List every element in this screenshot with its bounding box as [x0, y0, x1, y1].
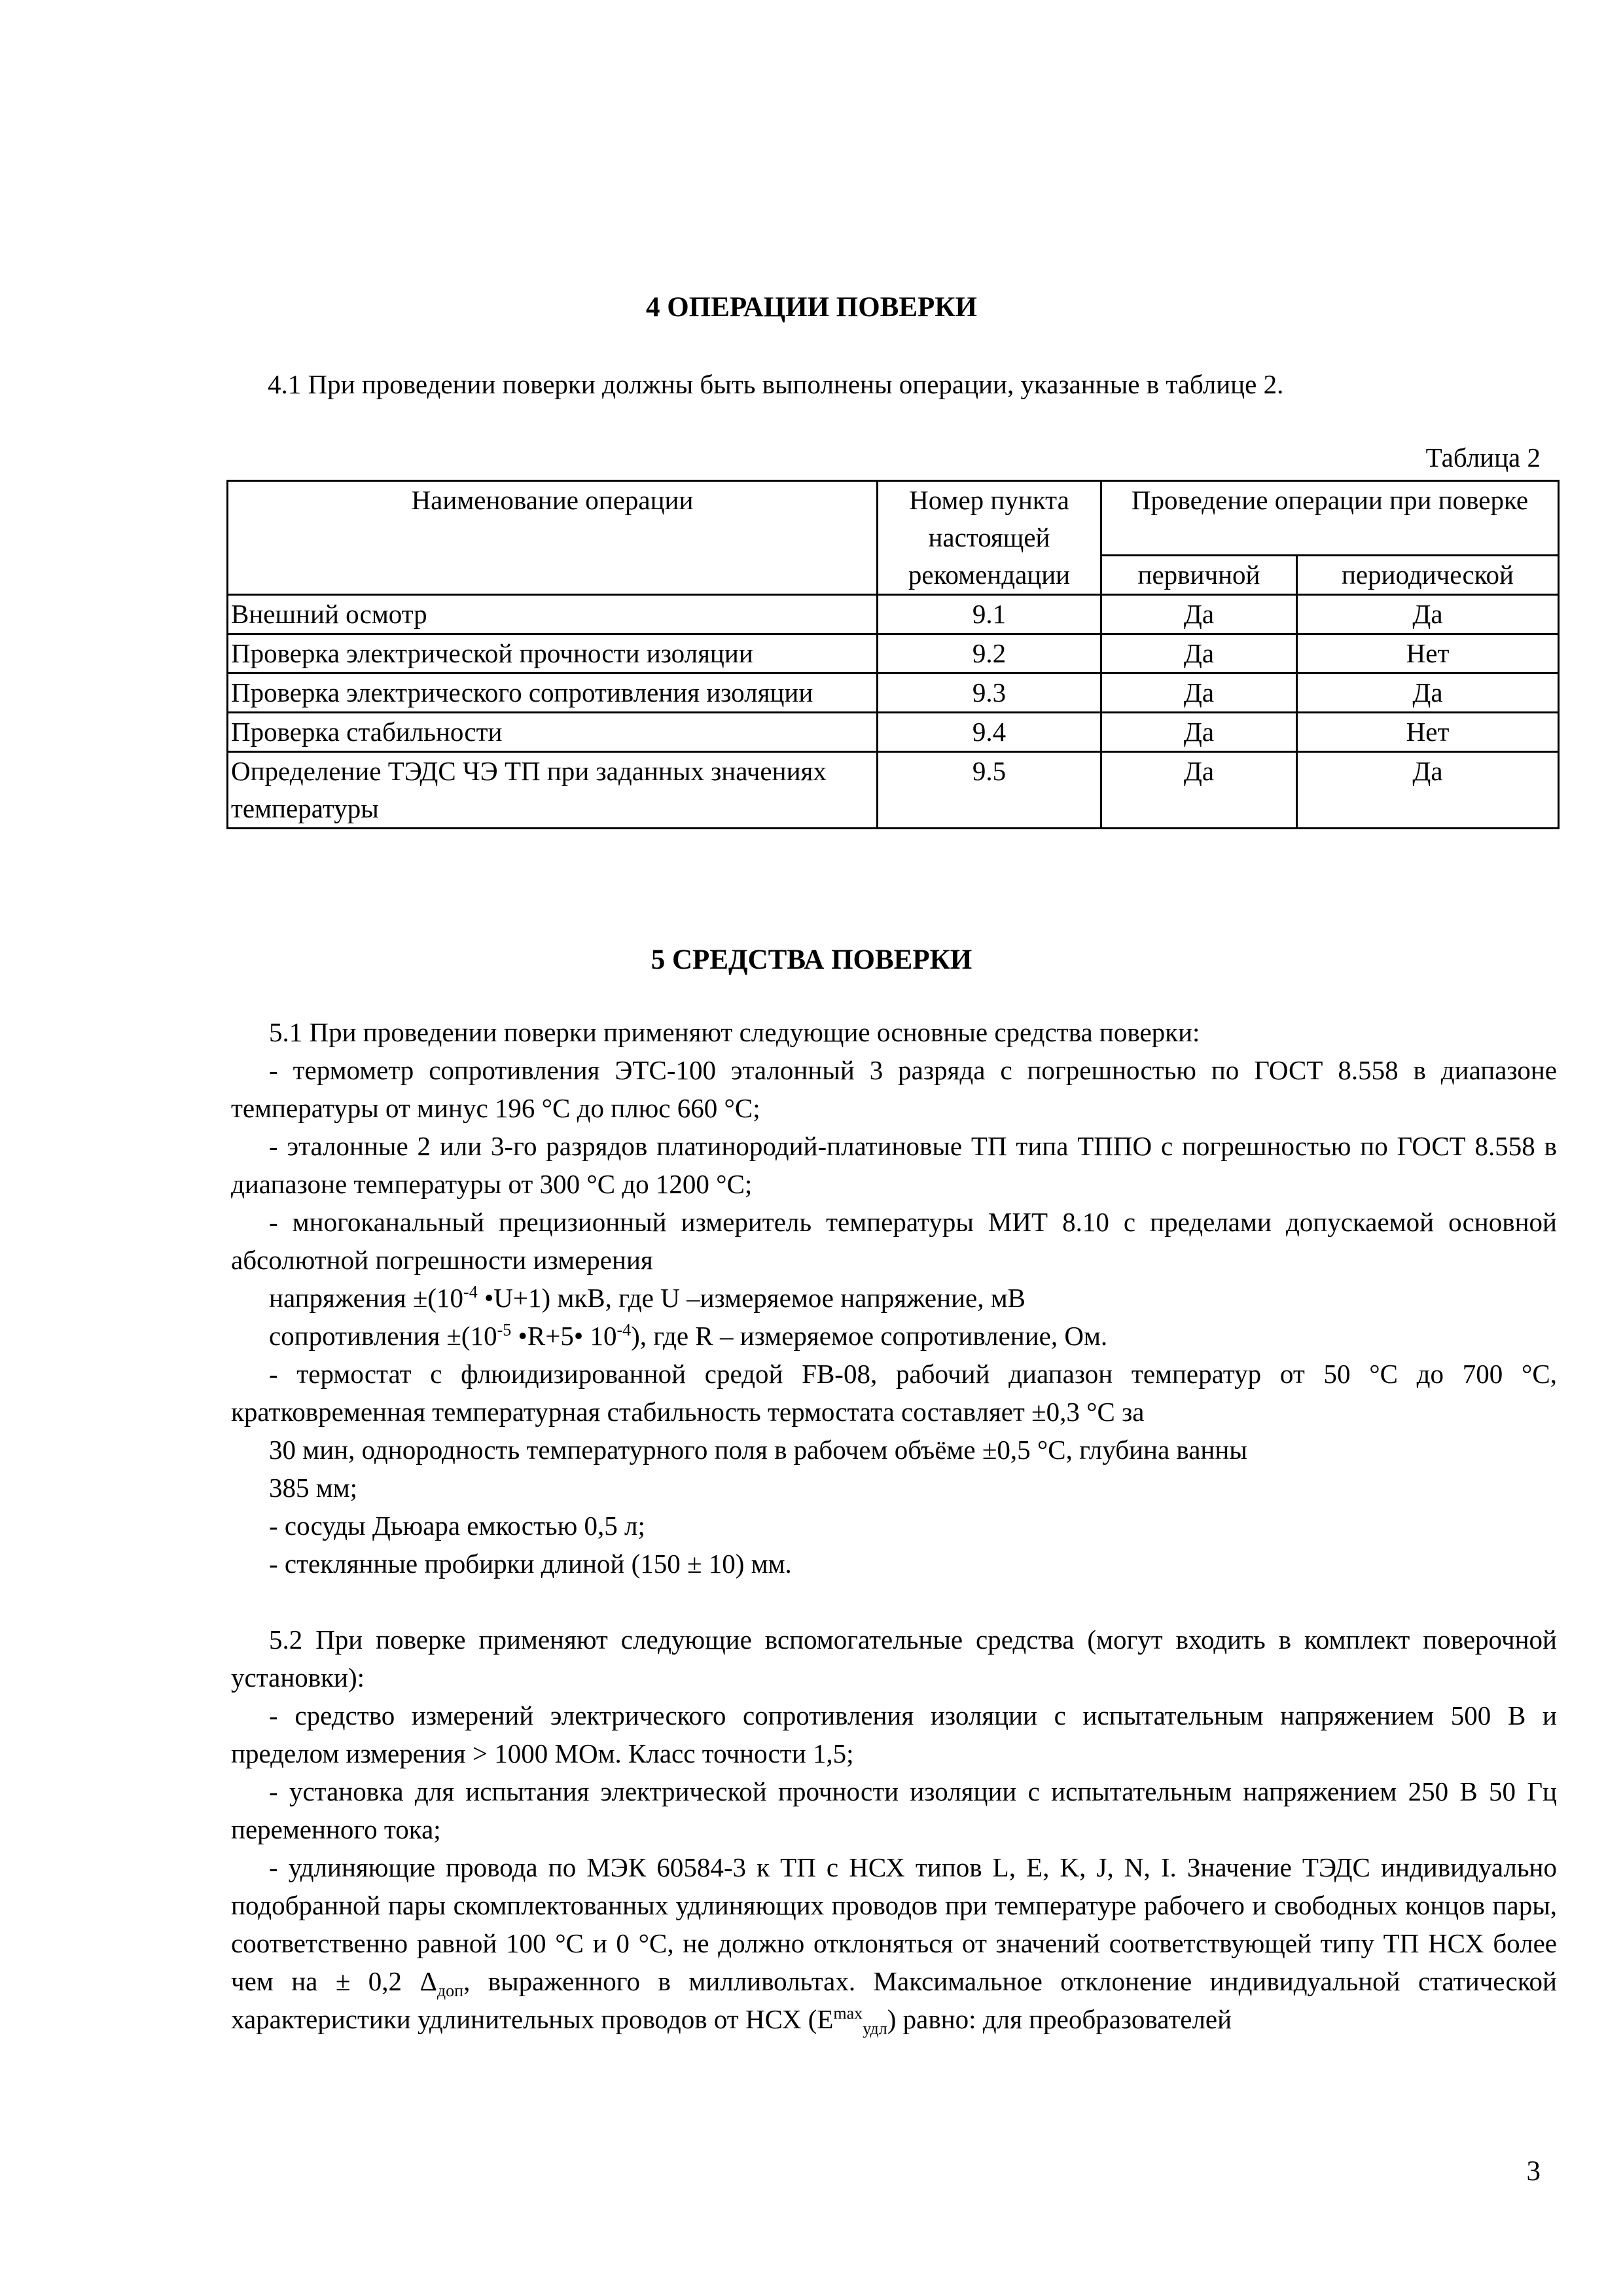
- resistance-text-mid: •R+5• 10: [511, 1321, 617, 1351]
- extension-wires-text-mid: , выраженного в милливольтах. Максимальное отклонение индивидуальной статической характеристики удлинительных проводов от НСХ (E: [231, 1966, 1557, 2034]
- resistance-text: сопротивления ±(10: [269, 1321, 497, 1351]
- table-header-row: [228, 481, 1559, 556]
- table-caption: Таблица 2: [1425, 442, 1541, 473]
- section-5-body: [231, 1013, 1557, 2038]
- page-number: 3: [1526, 2156, 1541, 2187]
- operation-name: Проверка стабильности: [228, 713, 878, 752]
- item-number: 9.1: [878, 595, 1101, 634]
- periodic-value: Да: [1297, 595, 1559, 634]
- table-row: [228, 752, 1559, 829]
- list-item: - многоканальный прецизионный измеритель температуры МИТ 8.10 с пределами допускаемой основной абсолютной погрешности измерения: [231, 1207, 1557, 1275]
- periodic-value: Нет: [1297, 713, 1559, 752]
- primary-value: Да: [1101, 673, 1297, 713]
- item-number: 9.5: [878, 752, 1101, 829]
- header-item-number: Номер пункта настоящей рекомендации: [878, 481, 1101, 595]
- extension-wires-text-end: ) равно: для преобразователей: [887, 2004, 1232, 2034]
- header-conduct: Проведение операции при поверке: [1101, 481, 1559, 556]
- primary-value: Да: [1101, 634, 1297, 673]
- operation-name: Внешний осмотр: [228, 595, 878, 634]
- table-row: [228, 595, 1559, 634]
- section-5-heading: 5 СРЕДСТВА ПОВЕРКИ: [651, 944, 972, 975]
- periodic-value: Да: [1297, 673, 1559, 713]
- paragraph-5-1: 5.1 При проведении поверки применяют следующие основные средства поверки:: [269, 1017, 1200, 1047]
- emax-superscript: max: [833, 2003, 863, 2023]
- resistance-exponent-2: -4: [616, 1320, 632, 1340]
- primary-value: Да: [1101, 752, 1297, 829]
- header-primary: первичной: [1101, 556, 1297, 595]
- list-item: - термостат с флюидизированной средой FB-08, рабочий диапазон температур от 50 °С до 700 °С, кратковременная температурная стабильность термостата составляет ±0,3 °С за: [231, 1359, 1557, 1427]
- list-item: - установка для испытания электрической прочности изоляции с испытательным напряжением 250 В 50 Гц переменного тока;: [231, 1776, 1557, 1844]
- list-item: - сосуды Дьюара емкостью 0,5 л;: [269, 1511, 645, 1541]
- section-4-intro: 4.1 При проведении поверки должны быть выполнены операции, указанные в таблице 2.: [268, 369, 1284, 399]
- periodic-value: Да: [1297, 752, 1559, 829]
- list-item: - термометр сопротивления ЭТС-100 эталонный 3 разряда с погрешностью по ГОСТ 8.558 в диапазоне температуры от минус 196 °С до плюс 660 °С;: [231, 1055, 1557, 1123]
- list-item-continuation: 30 мин, однородность температурного поля в рабочем объёме ±0,5 °С, глубина ванны: [269, 1435, 1247, 1465]
- voltage-exponent: -4: [463, 1282, 478, 1302]
- item-number: 9.4: [878, 713, 1101, 752]
- table-row: [228, 713, 1559, 752]
- operations-table: [226, 480, 1560, 829]
- voltage-text-rest: •U+1) мкВ, где U –измеряемое напряжение, мВ: [477, 1283, 1026, 1313]
- voltage-error-line: [231, 1279, 1557, 1317]
- paragraph-gap: [231, 1583, 1557, 1621]
- resistance-error-line: [231, 1317, 1557, 1355]
- operation-name: Проверка электрической прочности изоляции: [228, 634, 878, 673]
- extension-wires-text: - удлиняющие провода по МЭК 60584-3 к ТП с НСХ типов L, E, K, J, N, I. Значение ТЭДС индивидуально подобранной пары скомплектованных удлиняющих проводов при температуре рабочего и свободных концов пары, соответственно равной 100 °С и 0 °С, не должно отклоняться от значений соответствующей типу ТП НСХ более чем на ± 0,2 Δ: [231, 1852, 1557, 1996]
- header-periodic: периодической: [1297, 556, 1559, 595]
- delta-subscript: доп: [437, 1981, 464, 2001]
- list-item: - стеклянные пробирки длиной (150 ± 10) мм.: [269, 1549, 792, 1579]
- resistance-text-rest: ), где R – измеряемое сопротивление, Ом.: [631, 1321, 1108, 1351]
- list-item: - средство измерений электрического сопротивления изоляции с испытательным напряжением 500 В и пределом измерения > 1000 МОм. Класс точности 1,5;: [231, 1700, 1557, 1768]
- table-row: [228, 634, 1559, 673]
- resistance-exponent-1: -5: [497, 1320, 512, 1340]
- primary-value: Да: [1101, 713, 1297, 752]
- list-item-continuation: 385 мм;: [269, 1473, 358, 1503]
- table-row: [228, 673, 1559, 713]
- operation-name: Проверка электрического сопротивления изоляции: [228, 673, 878, 713]
- item-number: 9.3: [878, 673, 1101, 713]
- item-number: 9.2: [878, 634, 1101, 673]
- section-4-heading: 4 ОПЕРАЦИИ ПОВЕРКИ: [646, 292, 977, 323]
- periodic-value: Нет: [1297, 634, 1559, 673]
- paragraph-5-2: 5.2 При поверке применяют следующие вспомогательные средства (могут входить в комплект поверочной установки):: [231, 1624, 1557, 1693]
- list-item-extension-wires: [231, 1848, 1557, 2038]
- list-item: - эталонные 2 или 3-го разрядов платинородий-платиновые ТП типа ТППО с погрешностью по ГОСТ 8.558 в диапазоне температуры от 300 °С до 1200 °С;: [231, 1131, 1557, 1199]
- header-operation: Наименование операции: [228, 481, 878, 595]
- voltage-text: напряжения ±(10: [269, 1283, 464, 1313]
- primary-value: Да: [1101, 595, 1297, 634]
- emax-subscript: удл: [863, 2019, 887, 2039]
- operation-name: Определение ТЭДС ЧЭ ТП при заданных значениях температуры: [228, 752, 878, 829]
